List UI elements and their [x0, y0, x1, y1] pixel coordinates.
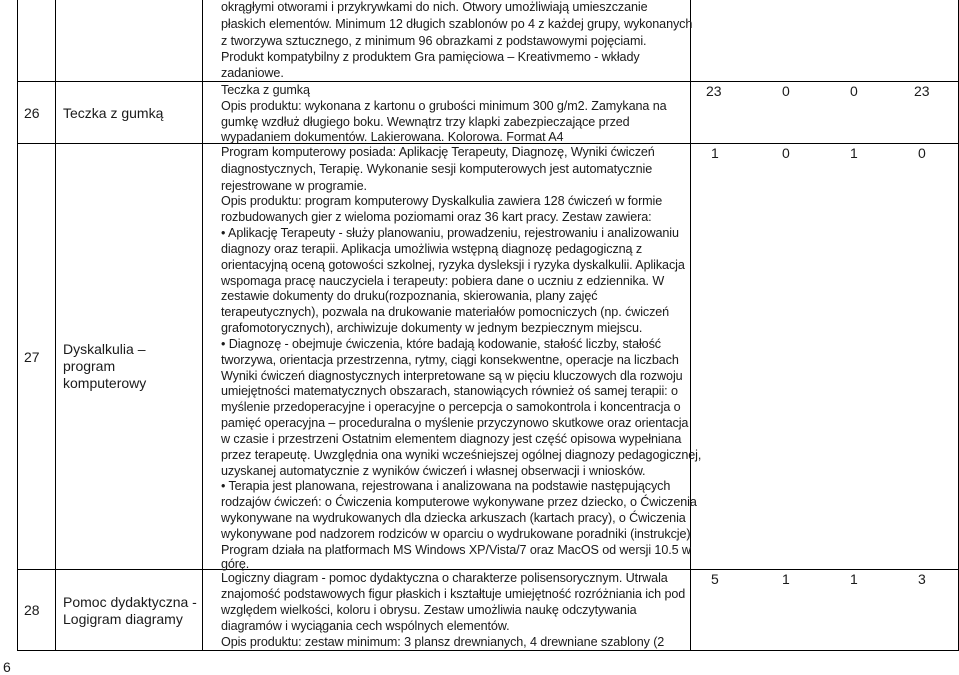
description-line: Teczka z gumką [221, 83, 310, 97]
description-line: terapeutycznych), pozwala na drukowanie materiałów pomocniczych (np. ćwiczeń [221, 305, 670, 319]
description-line: zestawie dokumenty do druku(rozpoznania, skierowania, plany zajęć [221, 289, 598, 303]
description-line: myślenie przedoperacyjne i operacyjne o percepcja o samokontrola i koncentracja o [221, 400, 681, 414]
qty-value: 0 [782, 145, 790, 161]
row-number: 28 [24, 602, 40, 618]
description-line: okrągłymi otworami i przykrywkami do nich. Otwory umożliwiają umieszczanie [221, 0, 648, 14]
description-line: rejestrowane w programie. [221, 179, 367, 193]
description-line: Program komputerowy posiada: Aplikację Terapeuty, Diagnozę, Wyniki ćwiczeń [221, 145, 655, 159]
table-border-left [17, 0, 18, 651]
description-line: wypadaniem dokumentów. Lakierowana. Kolorowa. Format A4 [221, 130, 564, 144]
row-number: 26 [24, 105, 40, 121]
qty-value: 5 [711, 571, 719, 587]
description-line: tworzywa, orientacja przestrzenna, rytmy, ciągi konsekwentne, operacje na liczbach [221, 353, 679, 367]
page-number: 6 [3, 659, 11, 675]
row-separator-26 [17, 81, 959, 82]
description-line: Logiczny diagram - pomoc dydaktyczna o charakterze polisensorycznym. Utrwala [221, 571, 668, 585]
qty-value: 0 [782, 83, 790, 99]
qty-value: 23 [914, 83, 930, 99]
description-line: rozbudowanych gier z wieloma poziomami oraz 36 kart pracy. Zestaw zawiera: [221, 210, 652, 224]
description-line: umiejętności matematycznych obszarach, stanowiących również oś samej terapii: o [221, 384, 678, 398]
row-separator-28 [17, 569, 959, 570]
description-line: Opis produktu: wykonana z kartonu o grubości minimum 300 g/m2. Zamykana na [221, 99, 667, 113]
description-line: zadaniowe. [221, 66, 284, 80]
description-line: wspomaga pracę nauczyciela i terapeuty: pobiera dane o uczniu z edziennika. W [221, 274, 665, 288]
row-number: 27 [24, 349, 40, 365]
qty-value: 1 [850, 145, 858, 161]
description-line: diagnostycznych, Terapię. Wykonanie sesji komputerowych jest automatycznie [221, 162, 653, 176]
table-border-bottom [17, 650, 959, 651]
qty-value: 0 [850, 83, 858, 99]
description-line: pamięć operacyjna – proceduralna o myślenie przyczynowo skutkowe oraz orientacja [221, 416, 689, 430]
item-name: Teczka z gumką [63, 105, 164, 121]
description-line: orientacyjną oceną gotowości szkolnej, ryzyka dysleksji i ryzyka dyskalkulii. Aplikacja [221, 258, 685, 272]
description-line: względem wielkości, koloru i obrysu. Zestaw umożliwia naukę odczytywania [221, 603, 637, 617]
item-name: Pomoc dydaktyczna - Logigram diagramy [63, 594, 197, 627]
description-line: diagnozy oraz terapii. Aplikacja umożliwia wstępną diagnozę pedagogiczną z [221, 242, 643, 256]
description-line: • Diagnozę - obejmuje ćwiczenia, które badają kodowanie, stałość liczby, stałość [221, 337, 661, 351]
description-line: Wyniki ćwiczeń diagnostycznych interpretowane są w pięciu kluczowych dla rozwoju [221, 369, 683, 383]
description-line: wykonywane na wydrukowanych dla dziecka arkuszach (kartach pracy), o Ćwiczenia [221, 511, 686, 525]
table-border-col2 [202, 0, 203, 651]
qty-value: 1 [850, 571, 858, 587]
description-line: płaskich elementów. Minimum 12 długich szablonów po 4 z każdej grupy, wykonanych [221, 17, 693, 31]
description-line: w czasie i przestrzeni Ostatnim elementem diagnozy jest część opisowa wypełniana [221, 432, 682, 446]
description-line: Opis produktu: zestaw minimum: 3 plansz drewnianych, 4 drewniane szablony (2 [221, 635, 665, 649]
description-line: • Aplikację Terapeuty - służy planowaniu, prowadzeniu, rejestrowaniu i analizowaniu [221, 226, 679, 240]
description-line: Opis produktu: program komputerowy Dyskalkulia zawiera 128 ćwiczeń w formie [221, 194, 663, 208]
description-line: uzyskanej automatycznie z wyników ćwiczeń i własnej obserwacji i wniosków. [221, 464, 646, 478]
description-line: • Terapia jest planowana, rejestrowana i analizowana na podstawie następujących [221, 479, 671, 493]
description-line: diagramów i wyciągania cech wspólnych elementów. [221, 619, 510, 633]
description-line: Produkt kompatybilny z produktem Gra pamięciowa – Kreativmemo - wkłady [221, 50, 640, 64]
description-line: gumkę wzdłuż długiego boku. Wewnątrz trzy klapki zabezpieczające przed [221, 115, 630, 129]
qty-value: 0 [918, 145, 926, 161]
item-name: Dyskalkulia – program komputerowy [63, 341, 147, 391]
description-line: rodzajów ćwiczeń: o Ćwiczenia komputerowe wykonywane przez dziecko, o Ćwiczenia [221, 495, 697, 509]
description-line: górę. [221, 557, 250, 571]
description-line: grafomotorycznych), archiwizuje dokumenty w jednym bezpiecznym miejscu. [221, 321, 643, 335]
qty-value: 1 [711, 145, 719, 161]
qty-value: 3 [918, 571, 926, 587]
qty-value: 23 [706, 83, 722, 99]
description-line: wykonywane pod nadzorem rodziców w oparciu o wydrukowane poradniki (instrukcje) [221, 527, 691, 541]
table-border-col1 [55, 0, 56, 651]
description-line: z tworzywa sztucznego, z minimum 96 obrazkami z podstawowymi pojęciami. [221, 34, 647, 48]
description-line: znajomość podstawowych figur płaskich i kształtuje umiejętność rozróżniania ich pod [221, 587, 686, 601]
description-line: Program działa na platformach MS Windows XP/Vista/7 oraz MacOS od wersji 10.5 w [221, 543, 691, 557]
description-line: przez terapeutę. Uwzględnia ona wyniki wcześniejszej ogólnej diagnozy pedagogicznej, [221, 448, 702, 462]
qty-value: 1 [782, 571, 790, 587]
